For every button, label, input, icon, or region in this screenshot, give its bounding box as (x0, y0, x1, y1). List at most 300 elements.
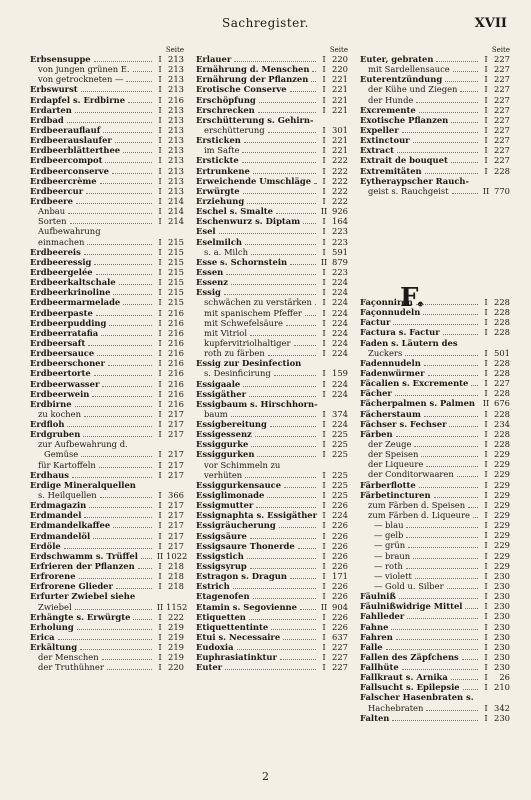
entry-volume: I (322, 439, 326, 450)
index-entry (30, 74, 184, 84)
dot-leader (311, 80, 316, 82)
entry-volume: II (156, 601, 164, 612)
entry-volume: I (322, 185, 326, 196)
index-entry (196, 460, 348, 470)
entry-page: 214 (168, 206, 184, 217)
entry-volume: I (158, 74, 162, 85)
index-entry (30, 308, 184, 318)
entry-page: 216 (168, 337, 184, 348)
index-entry (196, 95, 348, 105)
index-entry (360, 581, 510, 591)
entry-page: 215 (168, 246, 184, 257)
entry-page: 637 (332, 632, 348, 643)
dot-leader (244, 141, 316, 143)
entry-volume: I (158, 520, 162, 531)
dot-leader (253, 172, 316, 174)
entry-volume: I (322, 449, 326, 460)
entry-page: 227 (494, 54, 510, 64)
dot-leader (413, 141, 478, 143)
entry-volume: I (484, 124, 488, 135)
index-entry (30, 64, 184, 74)
dot-leader (257, 455, 316, 457)
dot-leader (138, 567, 152, 569)
entry-volume: I (158, 165, 162, 176)
entry-page: 342 (494, 702, 510, 713)
entry-page: 227 (494, 114, 510, 125)
dot-leader (465, 607, 478, 609)
entry-page: 225 (332, 449, 348, 460)
entry-volume: I (322, 266, 326, 277)
entry-page: 217 (168, 449, 184, 460)
entry-term: der Zeuge (368, 438, 412, 449)
entry-page: 224 (332, 287, 348, 298)
entry-page: 230 (494, 580, 510, 591)
entry-volume: I (484, 438, 488, 449)
entry-volume: I (158, 540, 162, 551)
entry-page: 227 (494, 124, 510, 135)
entry-volume: I (158, 135, 162, 146)
index-entry (30, 379, 184, 389)
entry-term: Fadenwürmer (360, 367, 425, 378)
entry-page: 224 (332, 297, 348, 308)
entry-page: 226 (332, 550, 348, 561)
index-entry (196, 622, 348, 632)
index-entry (30, 429, 184, 439)
index-entry (360, 662, 510, 672)
index-entry (30, 591, 184, 601)
entry-volume: I (158, 256, 162, 267)
entry-term: Ertrunkene (196, 165, 250, 176)
index-entry (196, 206, 348, 216)
entry-term: Erdfloh (30, 419, 65, 430)
entry-volume: I (158, 145, 162, 156)
entry-volume: I (322, 216, 326, 227)
entry-page: 214 (168, 216, 184, 227)
section-letter: F. (400, 283, 425, 313)
entry-volume: I (484, 165, 488, 176)
entry-volume: I (322, 94, 326, 105)
entry-term: Falscher Hasenbraten s. (360, 692, 474, 703)
entry-term: Essiglimonade (196, 490, 265, 501)
entry-volume: I (484, 317, 488, 328)
page-header (0, 16, 531, 34)
entry-page: 230 (494, 662, 510, 673)
dot-leader (268, 354, 316, 356)
entry-volume: I (484, 702, 488, 713)
entry-volume: I (484, 489, 488, 500)
index-entry (360, 692, 510, 702)
entry-page: 219 (168, 632, 184, 643)
index-entry (360, 490, 510, 500)
entry-term: erschütterung (204, 124, 265, 135)
entry-term: Erotische Conserve (196, 84, 287, 95)
index-entry (30, 642, 184, 652)
dot-leader (395, 394, 478, 396)
entry-term: Erdbeercrème (30, 175, 97, 186)
entry-volume: I (322, 642, 326, 653)
entry-volume: I (484, 509, 488, 520)
entry-page: 213 (168, 84, 184, 95)
index-entry (30, 216, 184, 226)
entry-volume: I (322, 145, 326, 156)
dot-leader (123, 303, 152, 305)
index-entry (196, 166, 348, 176)
entry-term: Erdbad (30, 114, 64, 125)
index-entry (30, 490, 184, 500)
entry-term: Fadennudeln (360, 357, 421, 368)
entry-term: Erbsensuppe (30, 54, 91, 64)
index-column-2 (196, 46, 348, 673)
entry-page: 218 (168, 581, 184, 592)
entry-volume: I (322, 236, 326, 247)
entry-page: 216 (168, 307, 184, 318)
entry-volume: I (322, 388, 326, 399)
entry-volume: I (484, 479, 488, 490)
entry-volume: I (158, 185, 162, 196)
entry-volume: I (484, 570, 488, 581)
entry-page: 230 (494, 712, 510, 723)
entry-term: Erdbeerpudding (30, 317, 107, 328)
dot-leader (108, 364, 152, 366)
entry-page: 227 (332, 642, 348, 653)
index-entry (30, 531, 184, 541)
entry-page: 218 (168, 571, 184, 582)
index-entry (196, 368, 348, 378)
entry-volume: I (158, 114, 162, 125)
entry-page: 215 (168, 297, 184, 308)
entry-page: 224 (332, 378, 348, 389)
index-entry (196, 257, 348, 267)
entry-page: 217 (168, 408, 184, 419)
index-entry (30, 550, 188, 561)
entry-page: 224 (332, 348, 348, 359)
index-entry (196, 449, 348, 459)
entry-page: 224 (332, 277, 348, 288)
entry-page: 216 (168, 398, 184, 409)
dot-leader (249, 395, 316, 397)
index-entry (196, 115, 348, 125)
entry-term: Erdbeercur (30, 185, 84, 196)
entry-page: 227 (494, 135, 510, 146)
entry-term: Essigbereitung (196, 419, 267, 430)
index-entry (360, 297, 510, 307)
entry-term: — roth (374, 560, 403, 571)
entry-volume: I (158, 388, 162, 399)
entry-volume: I (484, 357, 488, 368)
entry-term: Sorten (38, 216, 67, 227)
entry-page: 216 (168, 388, 184, 399)
dot-leader (128, 101, 152, 103)
entry-term: Esse s. Schornstein (196, 256, 288, 267)
entry-term: Erdarten (30, 104, 72, 115)
entry-term: roth zu färben (204, 348, 265, 359)
dot-leader (96, 273, 152, 275)
dot-leader (471, 384, 478, 386)
entry-term: von jungen grünen E. (38, 64, 130, 75)
index-entry (30, 571, 184, 581)
entry-volume: I (158, 54, 162, 64)
index-entry (196, 531, 348, 541)
entry-page: 591 (332, 246, 348, 257)
entry-page: 227 (494, 145, 510, 156)
entry-volume: I (158, 469, 162, 480)
dot-leader (75, 111, 152, 113)
index-entry (30, 237, 184, 247)
entry-term: vor Schimmeln zu (204, 459, 281, 470)
entry-term: Essigsäure (196, 530, 247, 541)
entry-page: 222 (332, 185, 348, 196)
index-entry (196, 591, 348, 601)
entry-term: mit Sardellensauce (368, 64, 450, 75)
entry-term: Essigessenz (196, 429, 252, 440)
entry-volume: I (484, 611, 488, 622)
entry-page: 216 (168, 348, 184, 359)
entry-page: 227 (494, 84, 510, 95)
dot-leader (447, 587, 478, 589)
index-entry (360, 713, 510, 723)
index-entry (30, 328, 184, 338)
dot-leader (279, 526, 316, 528)
entry-term: Zuckers (368, 347, 403, 358)
entry-term: geist s. Rauchgeist (368, 185, 449, 196)
entry-term: Erdmandelkaffee (30, 520, 111, 531)
dot-leader (396, 638, 478, 640)
entry-term: s. Desinficirung (204, 368, 271, 379)
index-entry (360, 115, 510, 125)
entry-volume: I (484, 378, 488, 389)
dot-leader (283, 638, 316, 640)
dot-leader (81, 455, 152, 457)
dot-leader (250, 334, 316, 336)
entry-page: 216 (168, 368, 184, 379)
entry-term: — braun (374, 550, 411, 561)
entry-page: 216 (168, 378, 184, 389)
dot-leader (460, 90, 478, 92)
dot-leader (274, 374, 316, 376)
entry-volume: I (158, 206, 162, 217)
index-entry (196, 267, 348, 277)
index-entry (30, 348, 184, 358)
dot-leader (405, 354, 478, 356)
index-entry (30, 632, 184, 642)
entry-volume: II (320, 206, 328, 217)
entry-term: Erdbeeressig (30, 256, 92, 267)
dot-leader (141, 557, 152, 559)
dot-leader (463, 688, 478, 690)
dot-leader (81, 90, 152, 92)
entry-term: kupfervitriolhaltiger (204, 337, 291, 348)
entry-term: Ersticken (196, 135, 241, 146)
entry-page: 228 (494, 317, 510, 328)
dot-leader (436, 60, 478, 62)
entry-term: Erfrorene Glieder (30, 581, 113, 592)
entry-term: Erdbeerauflauf (30, 124, 101, 135)
entry-volume: I (322, 175, 326, 186)
entry-term: der Conditorwaaren (368, 469, 454, 480)
entry-volume: I (484, 64, 488, 75)
entry-page: 228 (494, 297, 510, 307)
index-entry (30, 449, 184, 459)
entry-volume: I (322, 124, 326, 135)
entry-term: s. a. Milch (204, 246, 248, 257)
entry-volume: I (322, 591, 326, 602)
entry-page: 229 (494, 469, 510, 480)
index-entry (196, 379, 348, 389)
entry-term: — Gold u. Silber (374, 580, 444, 591)
entry-term: Ernährung der Pflanzen (196, 74, 309, 85)
dot-leader (234, 60, 316, 62)
index-entry (196, 510, 348, 520)
entry-page: 213 (168, 64, 184, 75)
index-entry (360, 459, 510, 469)
index-entry (196, 439, 348, 449)
entry-term: Erdbeerwasser (30, 378, 100, 389)
entry-volume: I (158, 236, 162, 247)
index-entry (30, 541, 184, 551)
entry-page: 225 (332, 469, 348, 480)
entry-term: Essigbaum s. Hirschhorn- (196, 398, 318, 409)
index-entry (360, 500, 510, 510)
index-entry (196, 297, 348, 307)
index-entry (360, 378, 510, 388)
dot-leader (75, 405, 152, 407)
entry-term: Erdbeerblätterthee (30, 145, 121, 156)
index-entry (196, 308, 348, 318)
index-entry (196, 470, 348, 480)
index-entry (360, 469, 510, 479)
entry-page: 223 (332, 266, 348, 277)
entry-page: 234 (494, 418, 510, 429)
entry-term: Erdbeermarmelade (30, 297, 121, 308)
entry-term: Erdbeerkaltschale (30, 277, 116, 288)
index-entry (196, 237, 348, 247)
dot-leader (251, 445, 316, 447)
index-entry (360, 338, 510, 348)
dot-leader (119, 283, 152, 285)
running-title: Sachregister. (222, 16, 309, 30)
entry-volume: I (158, 652, 162, 663)
entry-term: verhüten (204, 469, 243, 480)
index-entry (196, 358, 348, 368)
entry-volume: I (158, 571, 162, 582)
entry-page: 217 (168, 429, 184, 440)
index-entry (360, 348, 510, 358)
entry-term: Fahne (360, 621, 389, 632)
entry-page: 213 (168, 135, 184, 146)
index-entry (196, 155, 348, 165)
dot-leader (426, 709, 478, 711)
entry-page: 301 (332, 124, 348, 135)
entry-term: Erdbeercompot (30, 155, 103, 166)
entry-term: Essiggurkensauce (196, 479, 282, 490)
dot-leader (109, 324, 152, 326)
entry-page: 229 (494, 560, 510, 571)
entry-volume: I (322, 287, 326, 298)
entry-volume: I (484, 682, 488, 693)
entry-page: 230 (494, 621, 510, 632)
index-entry (30, 409, 184, 419)
entry-volume: I (322, 195, 326, 206)
entry-page: 220 (332, 64, 348, 75)
entry-volume: I (322, 337, 326, 348)
entry-term: Fächer (360, 388, 392, 399)
entry-term: Essen (196, 266, 224, 277)
entry-page: 224 (332, 307, 348, 318)
index-entry (360, 368, 510, 378)
entry-term: Ernährung d. Menschen (196, 64, 310, 75)
dot-leader (452, 192, 478, 194)
entry-term: Erdmandelöl (30, 530, 91, 541)
index-entry (30, 176, 184, 186)
index-entry (360, 64, 510, 74)
entry-page: 225 (332, 429, 348, 440)
dot-leader (113, 293, 152, 295)
dot-leader (393, 323, 478, 325)
index-entry (30, 561, 184, 571)
dot-leader (225, 668, 316, 670)
dot-leader (76, 202, 152, 204)
index-entry (196, 318, 348, 328)
dot-leader (245, 243, 316, 245)
entry-term: Essigaale (196, 378, 241, 389)
entry-volume: I (322, 520, 326, 531)
entry-term: Estrich (196, 581, 230, 592)
index-entry (30, 287, 184, 297)
index-entry (196, 419, 348, 429)
entry-volume: I (158, 297, 162, 308)
entry-page: 366 (168, 490, 184, 501)
entry-term: Erfrorene (30, 571, 76, 582)
dot-leader (242, 161, 316, 163)
entry-volume: I (484, 520, 488, 531)
entry-volume: I (322, 104, 326, 115)
entry-term: Façonniren (360, 297, 413, 307)
entry-page: 221 (332, 84, 348, 95)
dot-leader (406, 536, 478, 538)
entry-page: 228 (494, 428, 510, 439)
footer-page-number: 2 (262, 770, 269, 783)
dot-leader (416, 303, 478, 305)
entry-term: Erdbeersaft (30, 337, 86, 348)
index-entry (360, 449, 510, 459)
entry-volume: I (158, 408, 162, 419)
entry-term: Fallsucht s. Epilepsie (360, 682, 460, 693)
dot-leader (426, 465, 478, 467)
entry-page: 228 (494, 327, 510, 338)
entry-volume: I (322, 165, 326, 176)
entry-volume: I (158, 348, 162, 359)
entry-page: 225 (332, 439, 348, 450)
entry-page: 213 (168, 114, 184, 125)
entry-volume: I (322, 84, 326, 95)
dot-leader (88, 344, 152, 346)
entry-volume: I (484, 469, 488, 480)
entry-volume: I (158, 155, 162, 166)
entry-volume: I (158, 195, 162, 206)
dot-leader (75, 608, 152, 610)
dot-leader (406, 526, 478, 528)
entry-volume: I (484, 580, 488, 591)
index-entry (360, 652, 510, 662)
entry-page: 229 (494, 479, 510, 490)
dot-leader (312, 70, 316, 72)
entry-page: 227 (494, 155, 510, 166)
entry-term: Färberflotte (360, 479, 416, 490)
dot-leader (237, 648, 316, 650)
index-entry (360, 561, 510, 571)
entry-volume: I (484, 449, 488, 460)
entry-volume: I (484, 94, 488, 105)
